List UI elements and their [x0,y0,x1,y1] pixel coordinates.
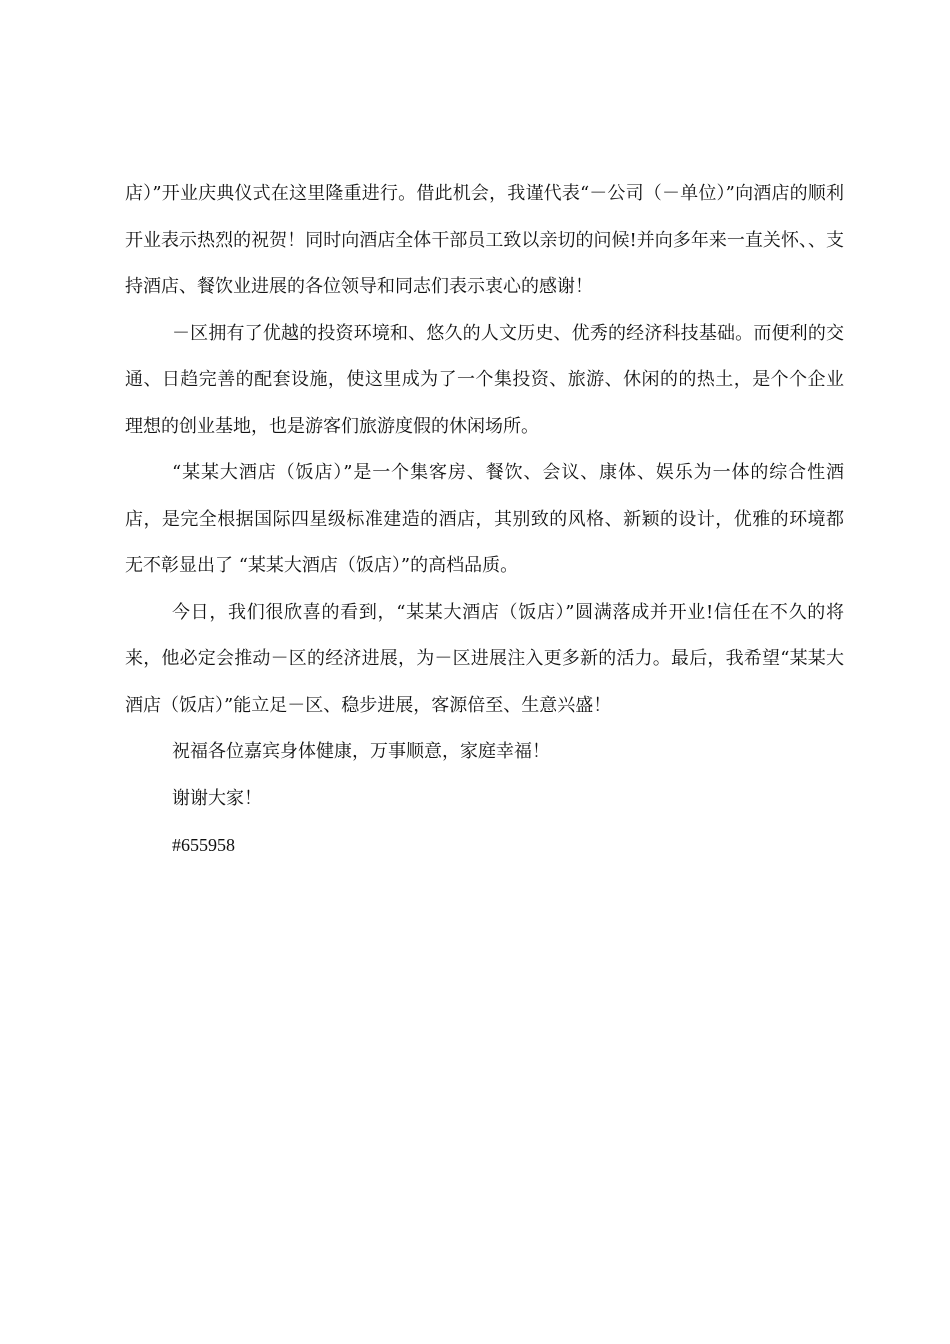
paragraph-hotel-intro: “某某大酒店（饭店）”是一个集客房、餐饮、会议、康体、娱乐为一体的综合性酒店，是完全根据国际四星级标准建造的酒店，其别致的风格、新颖的设计，优雅的环境都无不彰显出了 “某某大酒店（饭店）”的高档品质。 [125,462,844,576]
paragraph-district: －区拥有了优越的投资环境和、悠久的人文历史、优秀的经济科技基础。而便利的交通、日趋完善的配套设施，使这里成为了一个集投资、旅游、休闲的的热土，是个个企业理想的创业基地，也是游客们旅游度假的休闲场所。 [125,322,844,437]
paragraph-wishes: 今日，我们很欣喜的看到，“某某大酒店（饭店）”圆满落成并开业!信任在不久的将来，他必定会推动－区的经济进展，为－区进展注入更多新的活力。最后，我希望“某某大酒店（饭店）”能立足－区、稳步进展，客源倍至、生意兴盛！ [125,601,844,716]
document-code: #655958 [172,835,235,855]
paragraph-opening: 店）”开业庆典仪式在这里隆重进行。借此机会，我谨代表“－公司（－单位）”向酒店的顺利开业表示热烈的祝贺！同时向酒店全体干部员工致以亲切的问候!并向多年来一直关怀、、支持酒店、餐饮业进展的各位领导和同志们表示衷心的感谢！ [125,183,844,297]
document-body [125,171,844,869]
paragraph-thanks: 谢谢大家！ [172,787,262,809]
paragraph-blessing: 祝福各位嘉宾身体健康，万事顺意，家庭幸福！ [172,741,550,762]
